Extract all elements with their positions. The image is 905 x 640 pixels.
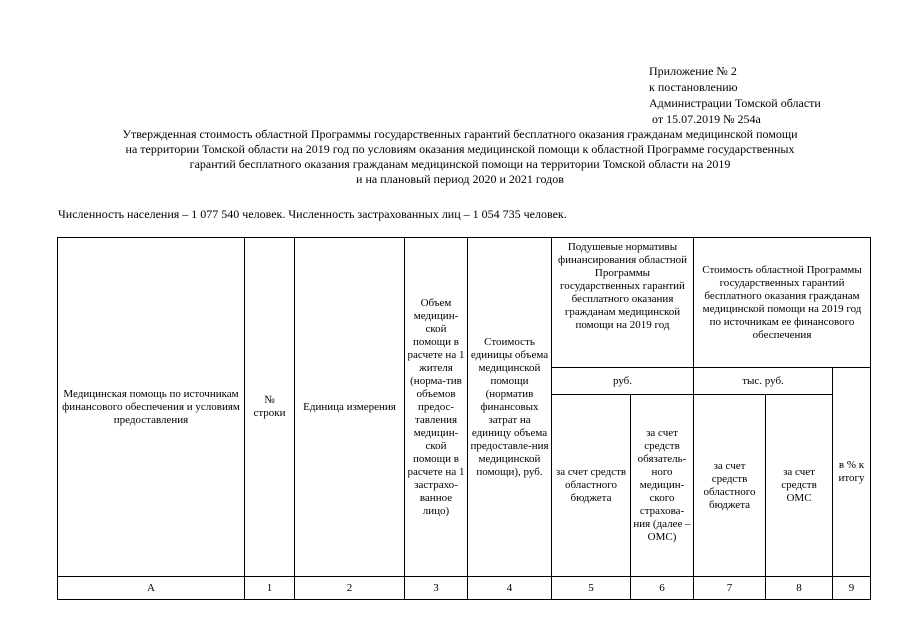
header-col-2: Единица измерения [295,238,405,577]
header-unit-thousand-rub: тыс. руб. [694,368,833,395]
colnum-6: 6 [631,577,694,600]
colnum-9: 9 [833,577,871,600]
header-col-3: Объем медицин-ской помощи в расчете на 1 жителя (норма-тив объемов предос-тавления медицин-ской помощи в расчете на 1 застрахо-ванное лицо) [405,238,468,577]
title-line-1: Утвержденная стоимость областной Программы государственных гарантий бесплатного оказания гражданам медицинской помощи [122,127,798,141]
annex-line-2: к постановлению [649,80,738,94]
header-col-a: Медицинская помощь по источникам финансового обеспечения и условиям предоставления [58,238,245,577]
header-col-1: № строки [245,238,295,577]
cost-table [57,237,871,600]
annex-line-1: Приложение № 2 [649,64,737,78]
header-group-norms: Подушевые нормативы финансирования областной Программы государственных гарантий бесплатного оказания гражданам медицинской помощи на 2019 год [552,238,694,368]
title-line-4: и на плановый период 2020 и 2021 годов [356,172,564,186]
column-number-row [58,577,871,600]
title-line-3: гарантий бесплатного оказания гражданам медицинской помощи на территории Томской области на 2019 [189,157,731,171]
title-line-2: на территории Томской области на 2019 год по условиям оказания медицинской помощи к областной Программе государственных [125,142,795,156]
header-col-8: за счет средств ОМС [766,395,833,577]
colnum-4: 4 [468,577,552,600]
header-group-cost: Стоимость областной Программы государственных гарантий бесплатного оказания гражданам медицинской помощи на 2019 год по источникам ее финансового обеспечения [694,238,871,368]
annex-block [649,63,821,127]
colnum-1: 1 [245,577,295,600]
colnum-5: 5 [552,577,631,600]
document-title [50,127,870,187]
colnum-7: 7 [694,577,766,600]
annex-line-3: Администрации Томской области [649,96,821,110]
header-unit-rub: руб. [552,368,694,395]
colnum-2: 2 [295,577,405,600]
population-note: Численность населения – 1 077 540 человек. Численность застрахованных лиц – 1 054 735 человек. [58,207,567,221]
colnum-a: А [58,577,245,600]
header-col-5: за счет средств областного бюджета [552,395,631,577]
colnum-3: 3 [405,577,468,600]
header-col-6: за счет средств обязатель-ного медицин-ского страхова-ния (далее – ОМС) [631,395,694,577]
header-col-4: Стоимость единицы объема медицинской помощи (норматив финансовых затрат на единицу объема предоставле-ния медицинской помощи), руб. [468,238,552,577]
colnum-8: 8 [766,577,833,600]
header-col-7: за счет средств областного бюджета [694,395,766,577]
header-col-9: в % к итогу [833,368,871,577]
annex-line-4: от 15.07.2019 № 254а [652,112,761,126]
